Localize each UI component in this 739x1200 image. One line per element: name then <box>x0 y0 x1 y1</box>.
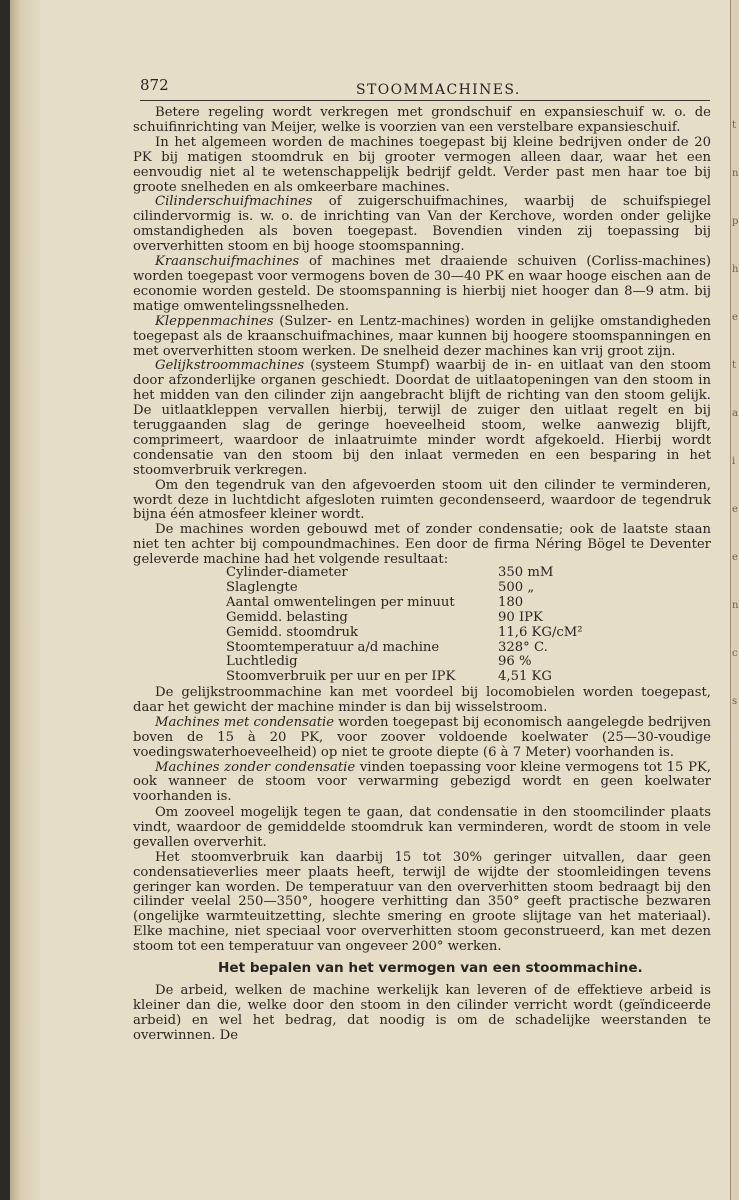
paragraph-text: vinden toepassing voor kleine vermogens tot 15 PK, ook wanneer de stoom voor verwarming gebezigd wordt en geen koelwater voorhanden is. <box>133 759 711 805</box>
spec-row <box>226 626 583 641</box>
paragraph <box>133 315 711 360</box>
spec-label: Slaglengte <box>226 579 298 595</box>
paragraph <box>133 255 711 315</box>
spec-label: Gemidd. belasting <box>226 609 348 625</box>
paragraph-text: Betere regeling wordt verkregen met grondschuif en expansieschuif w. o. de schuifinrichting van Meijer, welke is voorzien van een verstelbare expansieschuif. <box>133 105 711 135</box>
paragraph-lead-term: Kleppenmachines <box>155 313 274 329</box>
paragraph-text: De gelijkstroommachine kan met voordeel bij locomobielen worden toegepast, daar het gewicht der machine minder is dan bij wisselstroom. <box>133 685 711 715</box>
text-block-top <box>133 106 711 568</box>
paragraph-text: Om den tegendruk van den afgevoerden stoom uit den cilinder te verminderen, wordt deze in luchtdicht afgesloten ruimten gecondenseerd, waardoor de tegendruk bijna één atmosfeer kleiner wordt. <box>133 477 711 523</box>
spec-value: 96 % <box>498 654 532 670</box>
page-gutter <box>10 0 40 1200</box>
spec-row <box>226 641 583 656</box>
section-heading: Het bepalen van het vermogen van een stoommachine. <box>218 960 643 976</box>
paragraph-text: of zuigerschuifmachines, waarbij de schuifspiegel cilindervormig is. w. o. de inrichting van Van der Kerchove, worden onder gelijke omstandigheden als boven toegepast. Bovendien vinden zij toepassing bij oververhitten stoom en bij hooge stoomspanning. <box>133 194 711 255</box>
page-header <box>140 72 710 102</box>
spec-label: Stoomtemperatuur a/d machine <box>226 639 440 655</box>
paragraph-text: Om zooveel mogelijk tegen te gaan, dat condensatie in den stoomcilinder plaats vindt, waardoor de gemiddelde stoomdruk kan verminderen, wordt de stoom in vele gevallen oververhit. <box>133 805 711 850</box>
spec-label: Cylinder-diameter <box>226 565 348 580</box>
paragraph-lead-term: Machines met condensatie <box>155 714 335 730</box>
spec-row <box>226 655 583 670</box>
spec-label: Stoomverbruik per uur en per IPK <box>226 669 456 685</box>
adjacent-page-letter: n <box>732 600 739 611</box>
page-number: 872 <box>140 76 169 94</box>
paragraph-text: Het stoomverbruik kan daarbij 15 tot 30% geringer uitvallen, daar geen condensatieverlies meer plaats heeft, terwijl de wijdte der stoomleidingen tevens geringer kan worden. De temperatuur van den oververhitten stoom bedraagt bij den cilinder veelal 250—350°, hoogere verhitting dan 350° geeft practische bezwaren (ongelijke warmteuitzetting, slechte smering en groote slijtage van het materiaal). Elke machine, niet speciaal voor oververhitten stoom geconstrueerd, kan met dezen stoom tot een temperatuur van ongeveer 200° werken. <box>133 849 711 955</box>
spec-value: 350 mM <box>498 565 554 580</box>
spec-row <box>226 670 583 685</box>
paragraph <box>133 851 711 955</box>
paragraph-text: (systeem Stumpf) waarbij de in- en uitlaat van den stoom door afzonderlijke organen geschiedt. Doordat de uitlaatopeningen van den stoom in het midden van den cilinder zijn aangebracht blijft de richting van den stoom gelijk. De uitlaatkleppen vervallen hierbij, terwijl de zuiger den uitlaat regelt en bij teruggaanden slag de geringe hoeveelheid stoom, welke aanwezig blijft, comprimeert, waardoor de inlaatruimte minder wordt afgekoeld. Hierbij wordt condensatie van den stoom bij den inlaat vermeden en een besparing in het stoomverbruik verkregen. <box>133 358 711 478</box>
spec-label: Gemidd. stoomdruk <box>226 624 359 640</box>
spec-value: 180 <box>498 594 524 610</box>
paragraph <box>133 686 711 716</box>
adjacent-page-letter: n <box>732 168 739 179</box>
paragraph <box>133 359 711 478</box>
adjacent-page-letter: e <box>732 504 738 515</box>
adjacent-page-letter: s <box>732 696 738 707</box>
spec-value: 11,6 KG/cM² <box>498 624 583 640</box>
adjacent-page-letter: t <box>732 120 737 131</box>
spec-value: 4,51 KG <box>498 669 552 685</box>
paragraph <box>133 984 711 1044</box>
spec-value: 500 „ <box>498 579 535 595</box>
specs-table <box>226 566 583 685</box>
spec-value: 328° C. <box>498 639 548 655</box>
adjacent-page-letter: a <box>732 408 738 419</box>
running-title: STOOMMACHINES. <box>356 82 521 98</box>
adjacent-page-edge <box>730 0 739 1200</box>
paragraph-text: De arbeid, welken de machine werkelijk kan leveren of de effektieve arbeid is kleiner dan die, welke door den stoom in den cilinder verricht wordt (geïndiceerde arbeid) en wel het bedrag, dat noodig is om de schadelijke weerstanden te overwinnen. De <box>133 983 711 1043</box>
paragraph-text: In het algemeen worden de machines toegepast bij kleine bedrijven onder de 20 PK bij matigen stoomdruk en bij grooter vermogen alleen daar, waar het een eenvoudig niet al te wetenschappelijk bedrijf geldt. Verder past men haar toe bij groote snelheden en als omkeerbare machines. <box>133 134 711 195</box>
paragraph <box>133 106 711 136</box>
spec-label: Aantal omwentelingen per minuut <box>226 594 455 610</box>
paragraph <box>133 195 711 255</box>
adjacent-page-letter: t <box>732 360 737 371</box>
spec-row <box>226 581 583 596</box>
adjacent-page-letter: i <box>732 456 736 467</box>
text-block-bottom <box>133 806 711 955</box>
paragraph-text: of machines met draaiende schuiven (Corliss-machines) worden toegepast voor vermogens boven de 30—40 PK en waar hooge eischen aan de economie worden gesteld. De stoomspanning is hierbij niet hooger dan 8—9 atm. bij matige omwentelingssnelheden. <box>133 254 711 314</box>
paragraph-lead-term: Cilinderschuifmachines <box>155 194 313 210</box>
paragraph <box>133 523 711 568</box>
paragraph-lead-term: Machines zonder condensatie <box>155 759 356 775</box>
paragraph <box>133 761 711 806</box>
paragraph <box>133 806 711 851</box>
adjacent-page-letter: h <box>732 264 739 275</box>
spec-label: Luchtledig <box>226 654 298 670</box>
adjacent-page-letter: e <box>732 312 738 323</box>
adjacent-page-letter: c <box>732 648 738 659</box>
adjacent-page-letter: e <box>732 552 738 563</box>
paragraph <box>133 136 711 196</box>
paragraph <box>133 479 711 524</box>
paragraph-text: (Sulzer- en Lentz-machines) worden in gelijke omstandigheden toegepast als de kraanschuifmachines, maar kunnen bij hoogere stoomspanningen en met oververhitten stoom werken. De snelheid dezer machines kan vrij groot zijn. <box>133 313 711 359</box>
paragraph-text: worden toegepast bij economisch aangelegde bedrijven boven de 15 à 20 PK, voor zoover voldoende koelwater (25—30-voudige voedingswaterhoeveelheid) op niet te groote diepte (6 à 7 Meter) voorhanden is. <box>133 714 712 760</box>
text-block-final <box>133 984 711 1044</box>
spec-value: 90 IPK <box>498 609 543 625</box>
paragraph-lead-term: Gelijkstroommachines <box>155 358 305 374</box>
spec-row <box>226 566 583 581</box>
adjacent-page-letter: p <box>732 216 739 227</box>
spec-row <box>226 611 583 626</box>
spec-row <box>226 596 583 611</box>
header-rule <box>140 100 710 101</box>
paragraph-lead-term: Kraanschuifmachines <box>155 254 300 270</box>
paragraph <box>133 716 711 761</box>
paragraph-text: De machines worden gebouwd met of zonder condensatie; ook de laatste staan niet ten achter bij compoundmachines. Een door de firma Néring Bögel te Deventer geleverde machine had het volgende resultaat: <box>133 522 711 568</box>
text-block-middle <box>133 686 711 805</box>
